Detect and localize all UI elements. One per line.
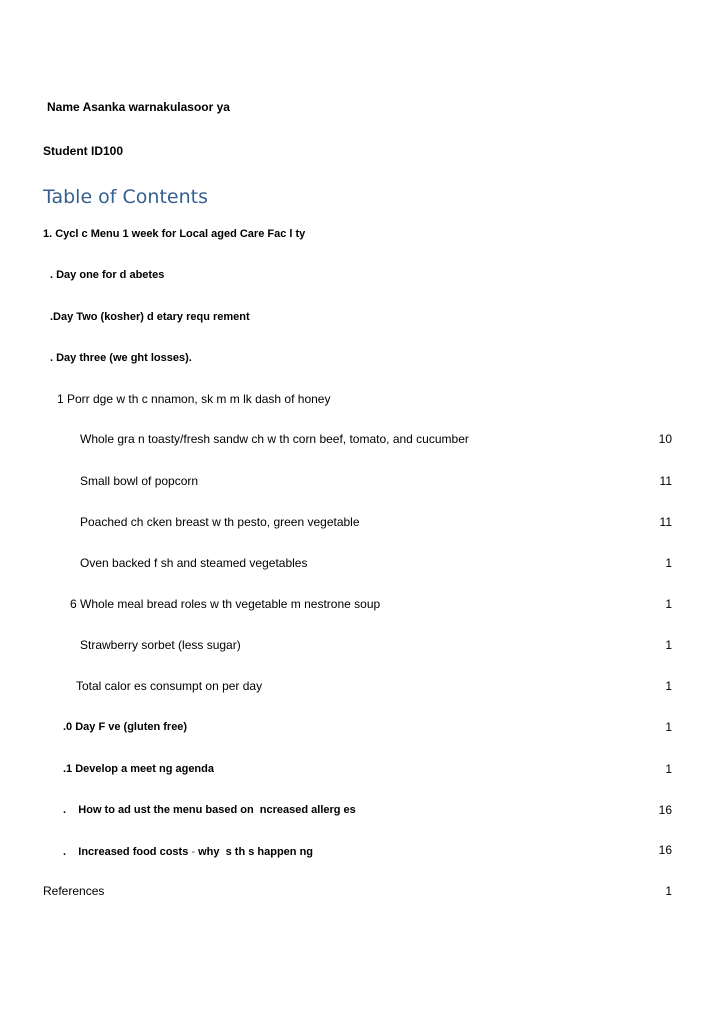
toc-title: Table of Contents xyxy=(43,186,208,208)
toc-entry-food-costs-dash: - xyxy=(188,846,199,858)
toc-entry-day-one[interactable]: . Day one for d abetes xyxy=(50,269,165,281)
toc-entry-sandwich[interactable]: Whole gra n toasty/fresh sandw ch w th corn beef, tomato, and cucumber xyxy=(80,432,469,446)
toc-page-number: 16 xyxy=(658,803,672,817)
toc-page-number: 1 xyxy=(665,720,672,734)
toc-page-number: 11 xyxy=(659,474,672,488)
toc-page-number: 1 xyxy=(665,679,672,693)
toc-entry-sorbet[interactable]: Strawberry sorbet (less sugar) xyxy=(80,638,241,652)
toc-entry-total-calories[interactable]: Total calor es consumpt on per day xyxy=(76,679,263,693)
toc-page-number: 1 xyxy=(665,597,672,611)
student-name: Name Asanka warnakulasoor ya xyxy=(47,100,230,114)
toc-entry-day-two[interactable]: .Day Two (kosher) d etary requ rement xyxy=(50,311,250,323)
student-id: Student ID100 xyxy=(43,144,124,158)
toc-page-number: 16 xyxy=(658,843,672,857)
toc-entry-chicken[interactable]: Poached ch cken breast w th pesto, green vegetable xyxy=(80,515,360,529)
toc-page-number: 11 xyxy=(659,515,672,529)
toc-entry-meeting-agenda[interactable]: .1 Develop a meet ng agenda xyxy=(63,763,214,775)
toc-page-number: 10 xyxy=(658,432,672,446)
toc-page-number: 1 xyxy=(665,762,672,776)
toc-entry-references[interactable]: References xyxy=(43,884,105,898)
toc-entry-food-costs[interactable] xyxy=(63,845,313,859)
toc-entry-allergies[interactable]: . How to ad ust the menu based on ncreased allerg es xyxy=(63,804,356,816)
toc-entry-cyclic-menu[interactable]: 1. Cycl c Menu 1 week for Local aged Care Fac l ty xyxy=(43,228,306,240)
toc-entry-food-costs-part-a: . Increased food costs xyxy=(63,846,189,858)
toc-entry-day-three[interactable]: . Day three (we ght losses). xyxy=(50,352,192,364)
toc-entry-bread-rolls[interactable]: 6 Whole meal bread roles w th vegetable m nestrone soup xyxy=(70,597,381,611)
toc-entry-day-five[interactable]: .0 Day F ve (gluten free) xyxy=(63,721,188,733)
toc-entry-fish[interactable]: Oven backed f sh and steamed vegetables xyxy=(80,556,308,570)
toc-entry-food-costs-part-b: why s th s happen ng xyxy=(198,846,314,858)
toc-page-number: 1 xyxy=(665,556,672,570)
toc-entry-porridge[interactable]: 1 Porr dge w th c nnamon, sk m m lk dash of honey xyxy=(57,392,331,406)
toc-page-number: 1 xyxy=(665,884,672,898)
toc-page-number: 1 xyxy=(665,638,672,652)
toc-entry-popcorn[interactable]: Small bowl of popcorn xyxy=(80,474,199,488)
